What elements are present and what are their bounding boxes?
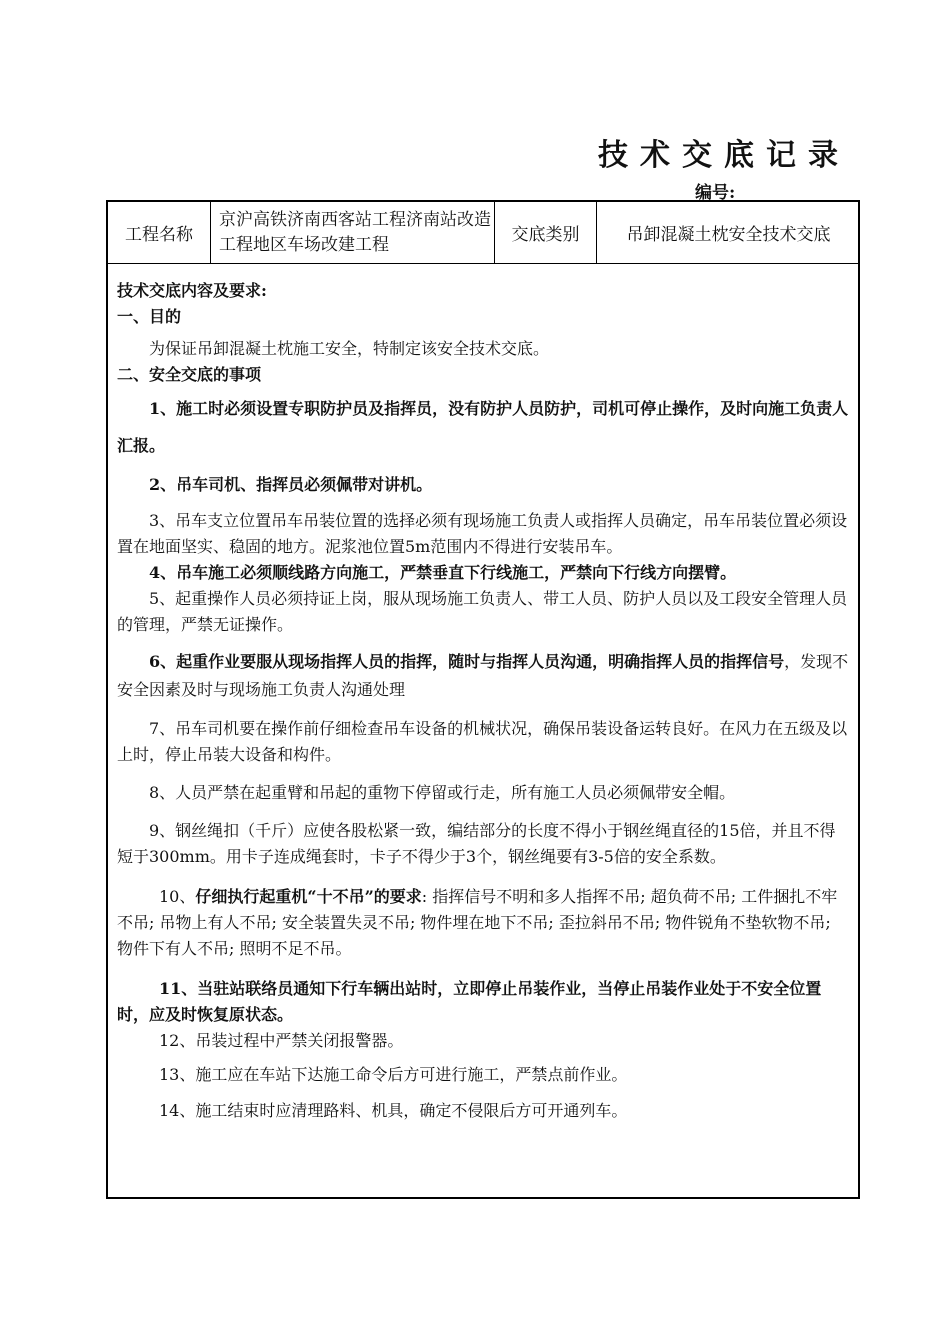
category-value: 吊卸混凝土枕安全技术交底 xyxy=(626,225,831,245)
item-7: 7、吊车司机要在操作前仔细检查吊车设备的机械状况，确保吊装设备运转良好。在风力在五级及以上时，停止吊装大设备和构件。 xyxy=(117,719,848,764)
header-row xyxy=(108,202,858,264)
content-body xyxy=(117,278,849,1124)
document-title: 技术交底记录 xyxy=(598,138,850,173)
item-1: 1、施工时必须设置专职防护员及指挥员，没有防护人员防护，司机可停止操作，及时向施工负责人汇报。 xyxy=(117,399,849,455)
project-label: 工程名称 xyxy=(108,202,211,263)
item-14: 14、施工结束时应清理路料、机具，确定不侵限后方可开通列车。 xyxy=(159,1101,628,1120)
item-4: 4、吊车施工必须顺线路方向施工，严禁垂直下行线施工，严禁向下行线方向摆臂。 xyxy=(149,563,737,582)
purpose-text: 为保证吊卸混凝土枕施工安全，特制定该安全技术交底。 xyxy=(149,339,550,358)
item-12: 12、吊装过程中严禁关闭报警器。 xyxy=(159,1031,404,1050)
item-5: 5、起重操作人员必须持证上岗，服从现场施工负责人、带工人员、防护人员以及工段安全管理人员的管理，严禁无证操作。 xyxy=(117,589,848,634)
item-6-rest: ，发现不安全因素及时与现场施工负责人沟通处理 xyxy=(117,652,849,699)
item-2: 2、吊车司机、指挥员必须佩带对讲机。 xyxy=(149,475,433,494)
section-safety-title: 二、安全交底的事项 xyxy=(117,365,262,384)
item-6 xyxy=(117,648,849,704)
item-10-bold: 仔细执行起重机“十不吊”的要求 xyxy=(195,887,422,906)
item-10-prefix: 10、 xyxy=(159,887,196,906)
item-6-bold: 6、起重作业要服从现场指挥人员的指挥，随时与指挥人员沟通，明确指挥人员的指挥信号 xyxy=(149,652,785,671)
item-10 xyxy=(117,884,849,962)
section-purpose-title: 一、目的 xyxy=(117,307,182,326)
item-11: 11、当驻站联络员通知下行车辆出站时，立即停止吊装作业，当停止吊装作业处于不安全位置时，应及时恢复原状态。 xyxy=(117,979,822,1024)
item-3: 3、吊车支立位置吊车吊装位置的选择必须有现场施工负责人或指挥人员确定，吊车吊装位置必须设置在地面坚实、稳固的地方。泥浆池位置5m范围内不得进行安装吊车。 xyxy=(117,511,848,556)
content-heading: 技术交底内容及要求: xyxy=(117,281,267,300)
code-label: 编号: xyxy=(695,183,736,203)
item-13: 13、施工应在车站下达施工命令后方可进行施工，严禁点前作业。 xyxy=(159,1065,628,1084)
project-name: 京沪高铁济南西客站工程济南站改造工程地区车场改建工程 xyxy=(211,202,495,263)
item-8: 8、人员严禁在起重臂和吊起的重物下停留或行走，所有施工人员必须佩带安全帽。 xyxy=(149,783,736,802)
record-table xyxy=(106,200,860,1199)
item-10-rest: : 指挥信号不明和多人指挥不吊; 超负荷不吊; 工件捆扎不牢不吊; 吊物上有人不吊; 安全装置失灵不吊; 物件埋在地下不吊; 歪拉斜吊不吊; 物件锐角不垫软物不吊; 物件下有人不吊; 照明不足不吊。 xyxy=(117,887,838,958)
category-label: 交底类别 xyxy=(495,202,597,263)
item-9: 9、钢丝绳扣（千斤）应使各股松紧一致，编结部分的长度不得小于钢丝绳直径的15倍，并且不得短于300mm。用卡子连成绳套时，卡子不得少于3个，钢丝绳要有3-5倍的安全系数。 xyxy=(117,821,836,866)
